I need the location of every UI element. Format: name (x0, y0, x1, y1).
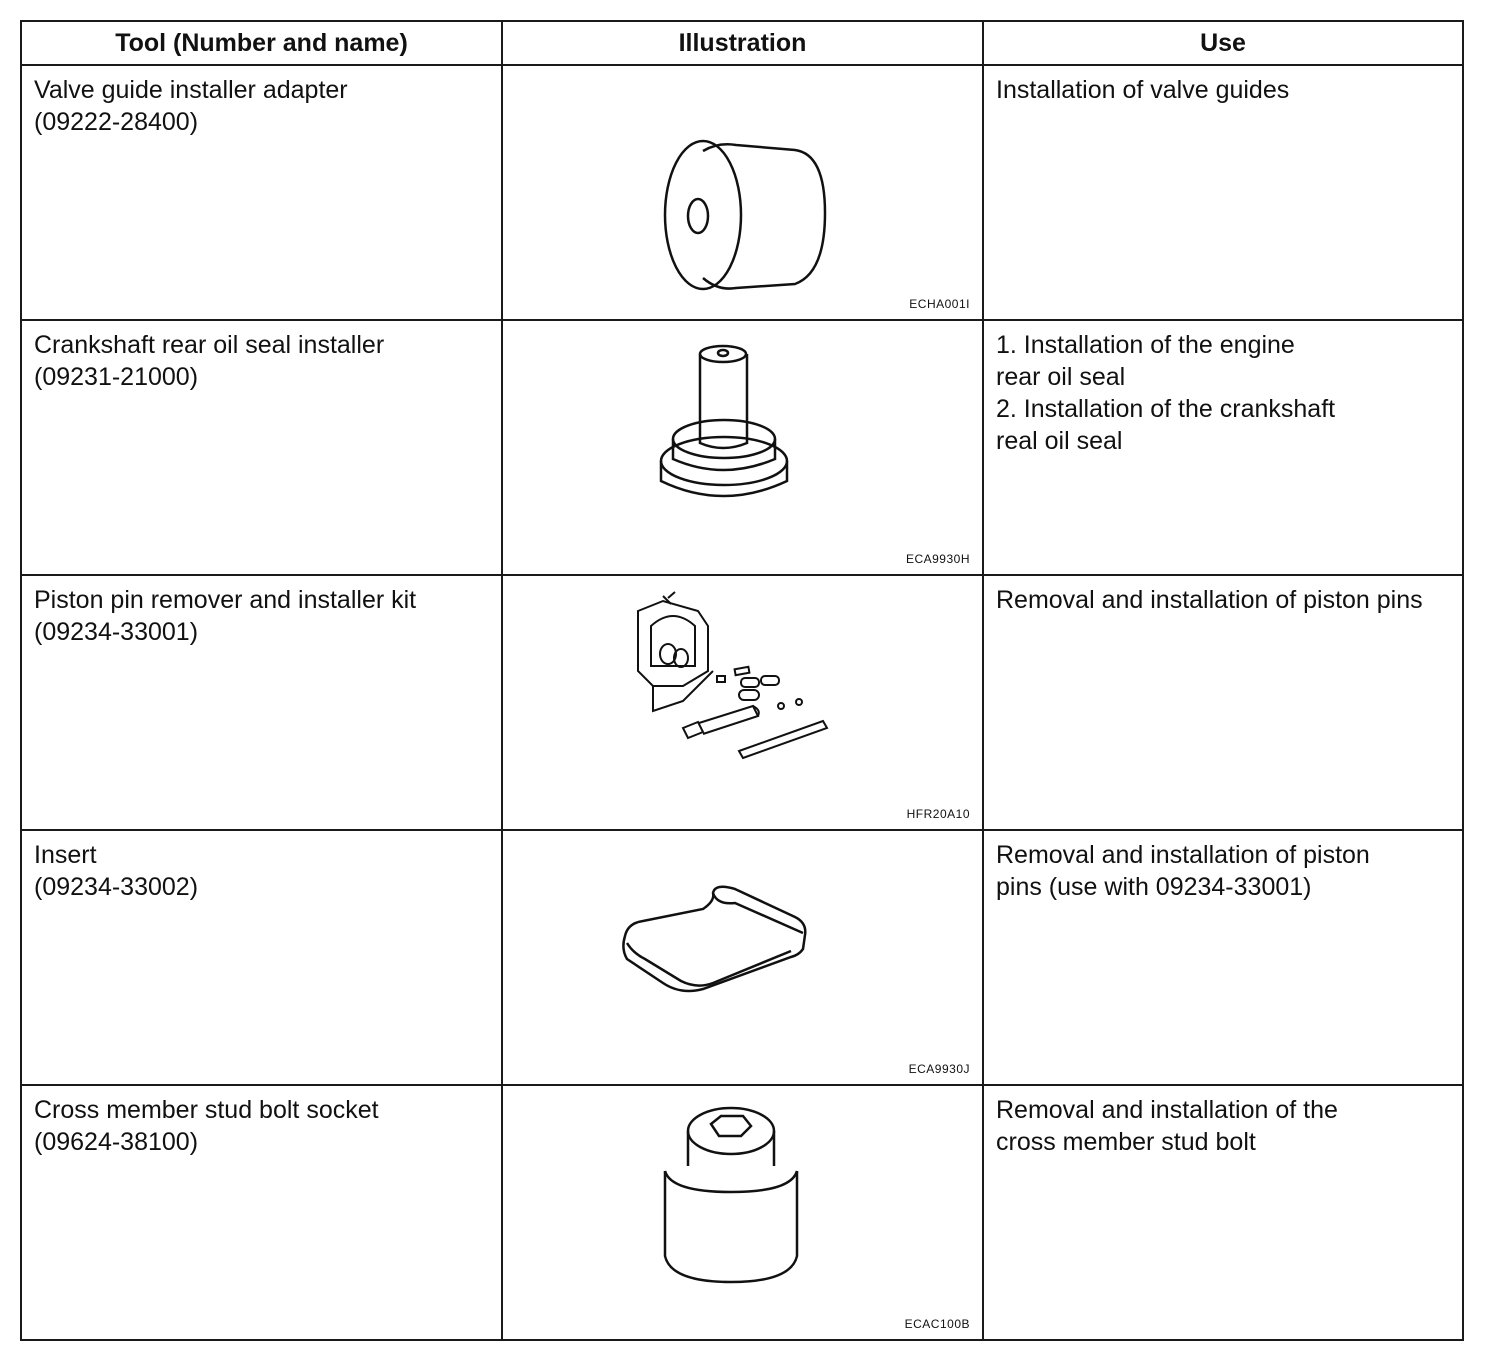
illustration-cell (502, 65, 983, 320)
use-line: Removal and installation of the (996, 1096, 1338, 1124)
tool-name: Piston pin remover and installer kit (34, 586, 417, 614)
use-cell (983, 575, 1463, 830)
tool-name: Valve guide installer adapter (34, 76, 348, 104)
use-cell (983, 830, 1463, 1085)
piston-pin-kit-icon (503, 576, 982, 829)
use-line: 2. Installation of the crankshaft (996, 395, 1336, 423)
use-line: Removal and installation of piston (996, 841, 1370, 869)
tool-number: (09234-33001) (34, 618, 199, 646)
tool-number: (09234-33002) (34, 873, 199, 901)
tool-cell (21, 1085, 502, 1340)
illustration-cell (502, 575, 983, 830)
oil-seal-installer-icon (503, 321, 982, 574)
insert-icon (503, 831, 982, 1084)
table-row (21, 65, 1463, 320)
table-row (21, 1085, 1463, 1340)
table-row (21, 320, 1463, 575)
use-line: real oil seal (996, 427, 1123, 455)
header-tool: Tool (Number and name) (21, 21, 502, 65)
use-line: Removal and installation of piston pins (996, 586, 1423, 614)
tool-cell (21, 575, 502, 830)
header-illustration: Illustration (502, 21, 983, 65)
tool-number: (09222-28400) (34, 108, 199, 136)
header-use: Use (983, 21, 1463, 65)
special-tools-table (20, 20, 1464, 1341)
tool-cell (21, 65, 502, 320)
tool-name: Crankshaft rear oil seal installer (34, 331, 385, 359)
stud-bolt-socket-icon (503, 1086, 982, 1339)
tool-name: Insert (34, 841, 97, 869)
illustration-cell (502, 830, 983, 1085)
tool-cell (21, 320, 502, 575)
illustration-code: ECA9930J (908, 1062, 970, 1076)
use-cell (983, 1085, 1463, 1340)
use-cell (983, 65, 1463, 320)
tool-number: (09231-21000) (34, 363, 199, 391)
tool-number: (09624-38100) (34, 1128, 199, 1156)
illustration-code: ECA9930H (905, 552, 970, 566)
table-row (21, 575, 1463, 830)
use-line: pins (use with 09234-33001) (996, 873, 1312, 901)
illustration-cell (502, 320, 983, 575)
illustration-code: HFR20A10 (906, 807, 970, 821)
use-line: 1. Installation of the engine (996, 331, 1295, 359)
tool-name: Cross member stud bolt socket (34, 1096, 379, 1124)
illustration-cell (502, 1085, 983, 1340)
use-line: rear oil seal (996, 363, 1126, 391)
use-line: cross member stud bolt (996, 1128, 1256, 1156)
illustration-code: ECAC100B (904, 1317, 970, 1331)
use-cell (983, 320, 1463, 575)
table-header-row (21, 21, 1463, 65)
table-row (21, 830, 1463, 1085)
illustration-code: ECHA001I (909, 297, 970, 311)
use-line: Installation of valve guides (996, 76, 1290, 104)
tool-cell (21, 830, 502, 1085)
valve-guide-adapter-icon (503, 66, 982, 319)
